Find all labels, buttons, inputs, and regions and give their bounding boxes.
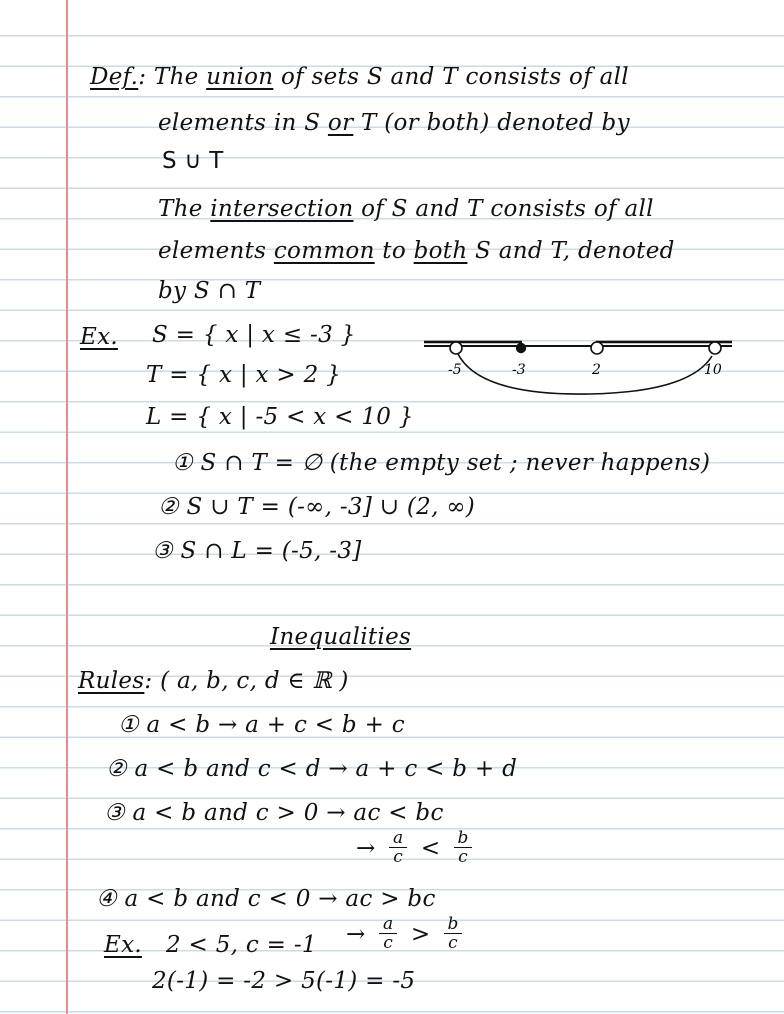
rules-domain: : ( a, b, c, d ∈ ℝ )	[144, 668, 349, 694]
example-item-2: ② S ∪ T = (-∞, -3] ∪ (2, ∞)	[158, 494, 476, 520]
def-line-4	[158, 194, 654, 224]
set-l: L = { x | -5 < x < 10 }	[146, 404, 414, 430]
fraction-a-over-c	[379, 916, 397, 951]
denominator: c	[383, 933, 394, 953]
def-line-6: by S ∩ T	[158, 278, 261, 304]
fraction-b-over-c	[454, 830, 472, 865]
rule-3: ③ a < b and c > 0 → ac < bc	[104, 800, 444, 826]
number-line	[420, 334, 740, 404]
def-text: of S and T consists of all	[353, 196, 654, 222]
def-text: : The	[138, 64, 207, 90]
tick-label-neg3: -3	[512, 362, 526, 378]
margin-line	[66, 0, 68, 1014]
def-text: elements in S	[158, 110, 328, 136]
example-2-line-2: 2(-1) = -2 > 5(-1) = -5	[152, 968, 416, 994]
def-line-1	[90, 62, 629, 92]
fraction-b-over-c	[444, 916, 462, 951]
common-word: common	[273, 238, 375, 264]
inequalities-title: Inequalities	[270, 624, 412, 650]
rules-line	[78, 666, 349, 696]
shade-l-arc	[458, 354, 712, 394]
rule-4: ④ a < b and c < 0 → ac > bc	[96, 886, 436, 912]
def-line-2	[158, 108, 630, 138]
def-text: The	[158, 196, 211, 222]
arrow: →	[346, 921, 366, 948]
union-word: union	[206, 64, 274, 90]
open-point-neg5	[450, 342, 462, 354]
def-text: to	[374, 238, 414, 264]
rule-2: ② a < b and c < d → a + c < b + d	[106, 756, 518, 782]
def-line-5	[158, 236, 675, 266]
intersection-word: intersection	[210, 196, 354, 222]
denominator: c	[458, 847, 468, 867]
rule-3-fraction	[356, 828, 478, 867]
closed-point-neg3	[517, 344, 526, 353]
union-notation: S ∪ T	[162, 148, 224, 174]
numerator: a	[382, 914, 394, 934]
relation: <	[420, 835, 441, 862]
def-text: of sets S and T consists of all	[273, 64, 629, 90]
def-text: T (or both) denoted by	[353, 110, 630, 136]
example-2-label: Ex.	[104, 932, 142, 958]
relation: >	[410, 921, 431, 948]
arrow: →	[356, 835, 376, 862]
def-text: S and T, denoted	[467, 238, 675, 264]
example-item-3: ③ S ∩ L = (-5, -3]	[152, 538, 362, 564]
def-label: Def.	[90, 64, 139, 90]
fraction-a-over-c	[389, 830, 407, 865]
example-label: Ex.	[80, 324, 118, 350]
both-word: both	[413, 238, 468, 264]
numerator: a	[392, 828, 404, 848]
open-point-2	[591, 342, 603, 354]
rules-label: Rules	[78, 668, 145, 694]
set-t: T = { x | x > 2 }	[146, 362, 342, 388]
example-item-1: ① S ∩ T = ∅ (the empty set ; never happens)	[172, 450, 711, 476]
numerator: b	[457, 828, 469, 848]
tick-label-neg5: -5	[448, 362, 462, 378]
denominator: c	[393, 847, 404, 867]
example-2-line-1: 2 < 5, c = -1	[166, 932, 317, 958]
denominator: c	[448, 933, 458, 953]
tick-label-2: 2	[592, 362, 601, 378]
numerator: b	[447, 914, 459, 934]
rule-1: ① a < b → a + c < b + c	[118, 712, 405, 738]
open-point-10	[709, 342, 721, 354]
def-text: elements	[158, 238, 274, 264]
set-s: S = { x | x ≤ -3 }	[152, 322, 356, 348]
example-2-fraction	[346, 914, 468, 953]
tick-label-10: 10	[704, 362, 722, 378]
or-word: or	[327, 110, 354, 136]
